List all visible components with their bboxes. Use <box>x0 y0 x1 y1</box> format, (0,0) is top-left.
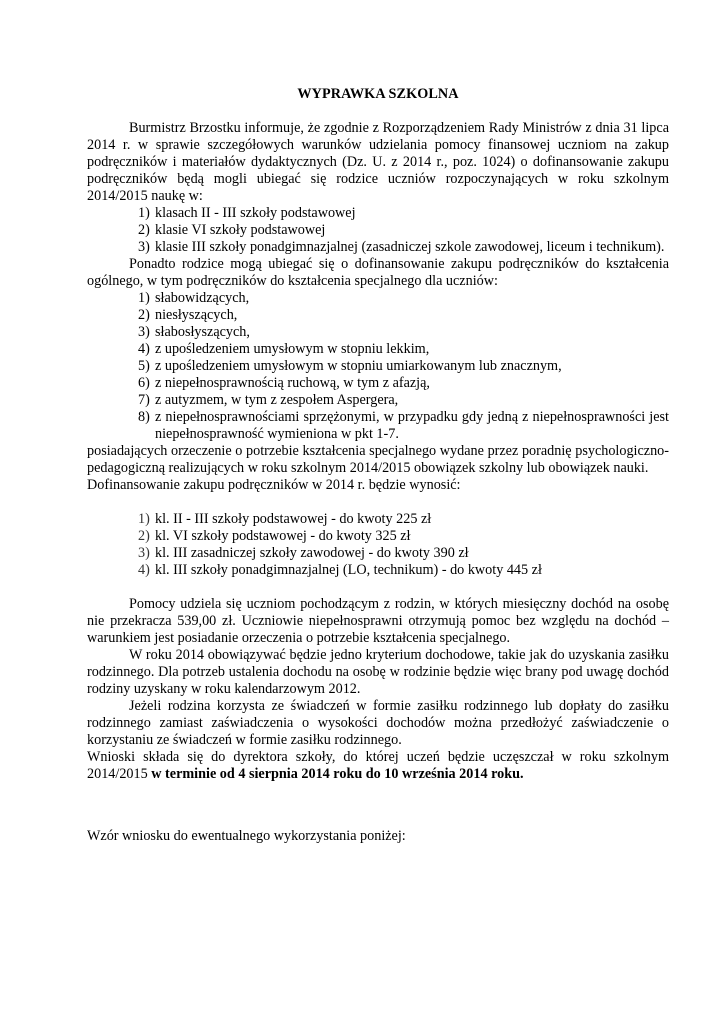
amount-intro: Dofinansowanie zakupu podręczników w 2014 r. będzie wynosić: <box>87 477 461 493</box>
family-allowance-paragraph: Jeżeli rodzina korzysta ze świadczeń w formie zasiłku rodzinnego lub dopłaty do zasiłku rodzinnego zamiast zaświadczenia o wysokości dochodów można przedłożyć zaświadczenie o korzystaniu ze świadczeń w formie zasiłku rodzinnego. <box>87 698 669 748</box>
spacer <box>87 783 669 828</box>
class-list <box>87 205 669 256</box>
deadline-paragraph: Wnioski składa się do dyrektora szkoły, do której uczeń będzie uczęszczał w roku szkolnym 2014/2015 w terminie od 4 sierpnia 2014 roku do 10 września 2014 roku. <box>87 749 669 782</box>
certificate-paragraph: posiadających orzeczenie o potrzebie kształcenia specjalnego wydane przez poradnię psychologiczno-pedagogiczną realizujących w roku szkolnym 2014/2015 obowiązek szkolny lub obowiązek nauki. <box>87 443 669 476</box>
list-item: 4) z upośledzeniem umysłowym w stopniu lekkim, <box>138 341 430 357</box>
list-item: 3) kl. III zasadniczej szkoły zawodowej - do kwoty 390 zł <box>138 545 469 561</box>
list-item: 2) kl. VI szkoły podstawowej - do kwoty 325 zł <box>138 528 411 544</box>
income-paragraph: Pomocy udziela się uczniom pochodzącym z rodzin, w których miesięczny dochód na osobę nie przekracza 539,00 zł. Uczniowie niepełnosprawni otrzymują pomoc bez względu na dochód – warunkiem jest posiadanie orzeczenia o potrzebie kształcenia specjalnego. <box>87 596 669 646</box>
list-item: 1) klasach II - III szkoły podstawowej <box>138 205 356 221</box>
list-item: 1) słabowidzących, <box>138 290 250 306</box>
deadline-dates: w terminie od 4 sierpnia 2014 roku do 10 września 2014 roku. <box>151 766 524 782</box>
criterion-paragraph: W roku 2014 obowiązywać będzie jedno kryterium dochodowe, takie jak do uzyskania zasiłku rodzinnego. Dla potrzeb ustalenia dochodu na osobę w rodzinie będzie więc brany pod uwagę dochód rodziny uzyskany w roku kalendarzowym 2012. <box>87 647 669 697</box>
special-needs-paragraph: Ponadto rodzice mogą ubiegać się o dofinansowanie zakupu podręczników do kształcenia ogólnego, w tym podręczników do kształcenia specjalnego dla uczniów: <box>87 256 669 289</box>
spacer <box>87 579 669 596</box>
form-note: Wzór wniosku do ewentualnego wykorzystania poniżej: <box>87 828 406 844</box>
intro-paragraph: Burmistrz Brzostku informuje, że zgodnie z Rozporządzeniem Rady Ministrów z dnia 31 lipca 2014 r. w sprawie szczegółowych warunków udzielania pomocy finansowej uczniom na zakup podręczników i materiałów dydaktycznych (Dz. U. z 2014 r., poz. 1024) o dofinansowanie zakupu podręczników będą mogli ubiegać się rodzice uczniów rozpoczynających w roku szkolnym 2014/2015 naukę w: <box>87 120 669 204</box>
document-title: WYPRAWKA SZKOLNA <box>297 86 459 102</box>
list-item: 3) słabosłyszących, <box>138 324 250 340</box>
list-item: 2) niesłyszących, <box>138 307 238 323</box>
list-item: 6) z niepełnosprawnością ruchową, w tym z afazją, <box>138 375 430 391</box>
amount-list <box>87 511 669 579</box>
disability-list <box>87 290 669 443</box>
list-item: 4) kl. III szkoły ponadgimnazjalnej (LO, technikum) - do kwoty 445 zł <box>138 562 542 578</box>
list-item: 3) klasie III szkoły ponadgimnazjalnej (zasadniczej szkole zawodowej, liceum i technikum). <box>138 239 665 255</box>
document-body <box>87 86 669 845</box>
list-item: 8) z niepełnosprawnościami sprzężonymi, w przypadku gdy jedną z niepełnosprawności jest niepełnosprawność wymieniona w pkt 1-7. <box>138 409 669 442</box>
spacer <box>87 494 669 511</box>
list-item: 5) z upośledzeniem umysłowym w stopniu umiarkowanym lub znacznym, <box>138 358 562 374</box>
list-item: 2) klasie VI szkoły podstawowej <box>138 222 326 238</box>
list-item: 7) z autyzmem, w tym z zespołem Aspergera, <box>138 392 399 408</box>
list-item: 1) kl. II - III szkoły podstawowej - do kwoty 225 zł <box>138 511 432 527</box>
